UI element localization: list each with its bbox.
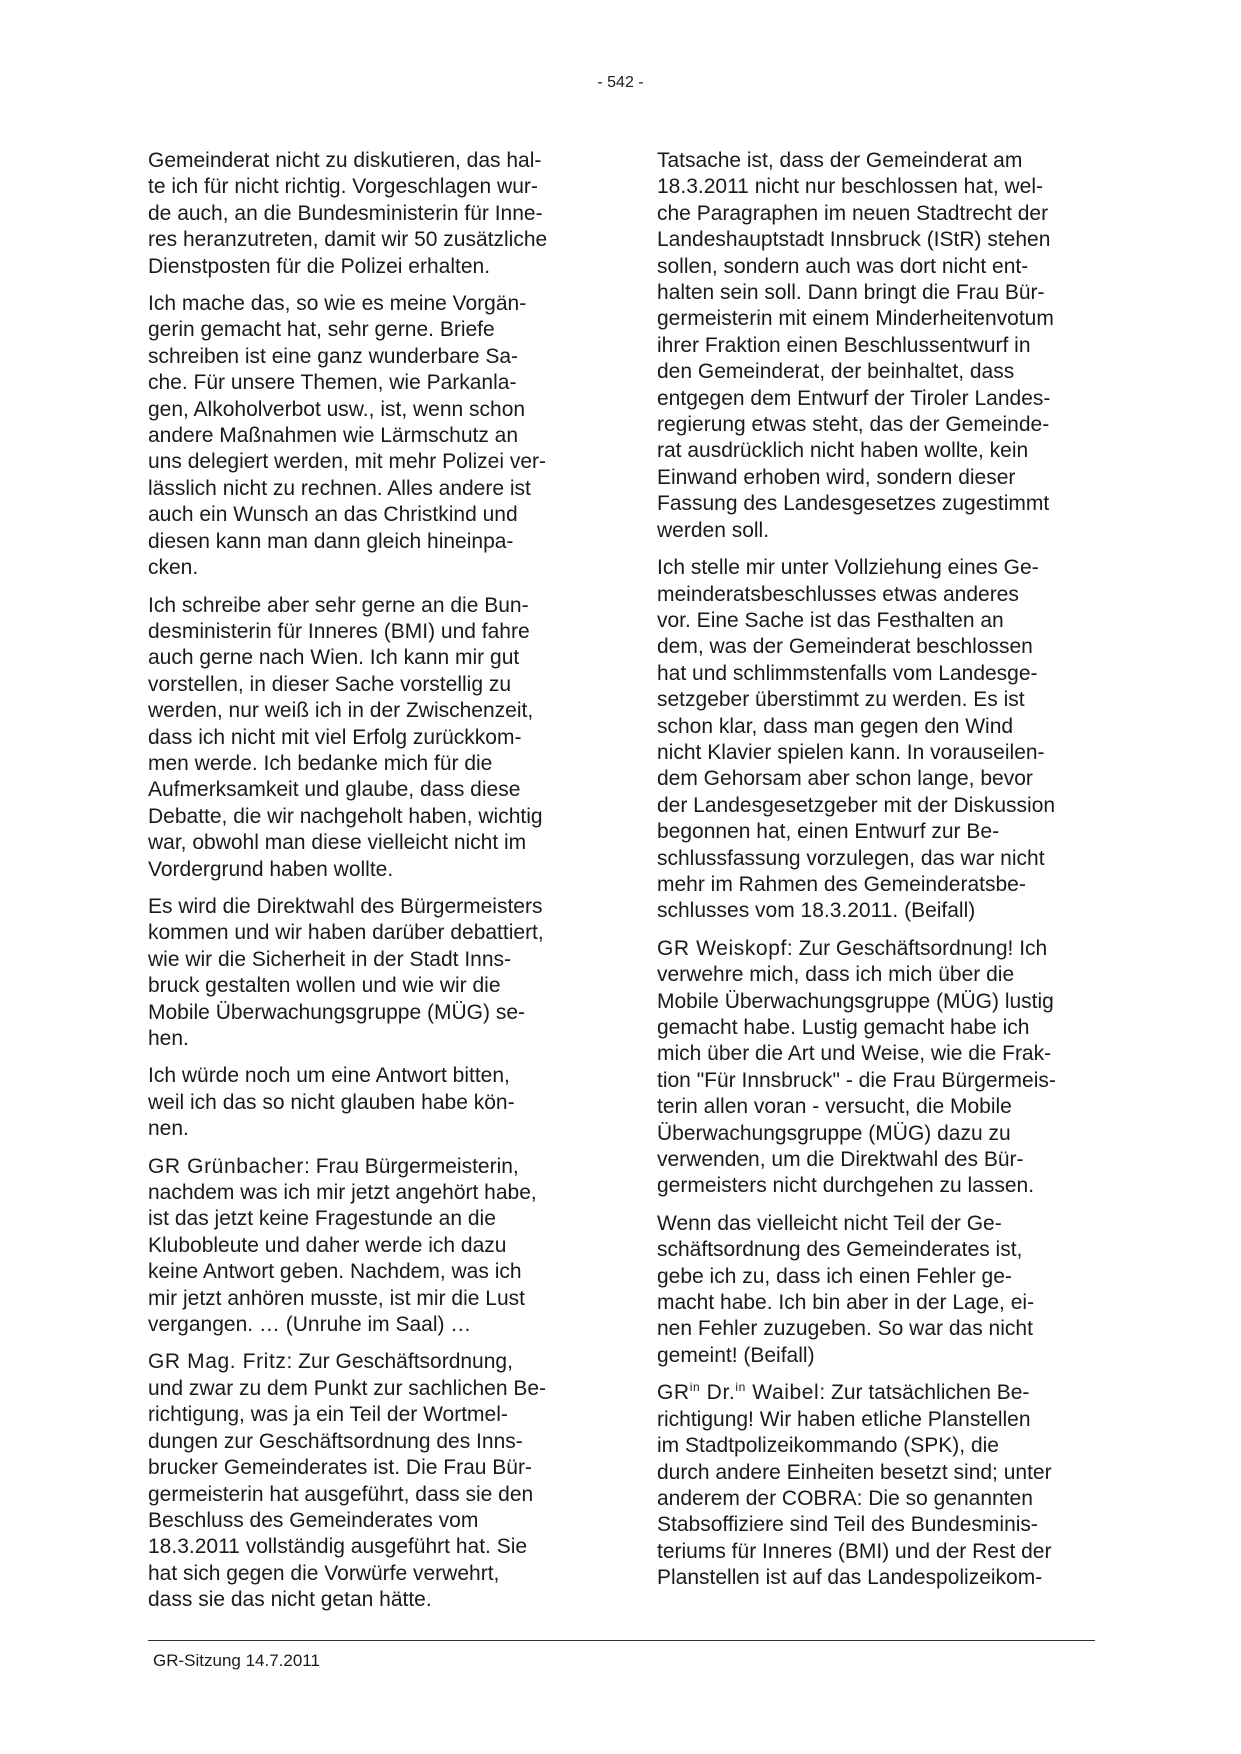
paragraph: Gemeinderat nicht zu diskutieren, das hal- te ich für nicht richtig. Vorgeschlagen wur- de auch, an die Bundesministerin für Inne- res heranzutreten, damit wir 50 zusätzliche Dienstposten für die Polizei erhalten. xyxy=(148,149,548,278)
speech-paragraph xyxy=(148,1349,593,1613)
speaker-degree: Dr. xyxy=(700,1381,736,1405)
speech-paragraph xyxy=(657,936,1102,1200)
footer-session-date: GR-Sitzung 14.7.2011 xyxy=(153,1651,320,1670)
speech-text: : Zur Geschäftsordnung! Ich verwehre mich, dass ich mich über die Mobile Überwachungsgruppe (MÜG) lustig gemacht habe. Lustig gemacht habe ich mich über die Art und Weise, wie die Frak- tion "Für Innsbruck" - die Frau Bürgermeis- terin allen voran - versucht, die Mobile Überwachungsgruppe (MÜG) dazu zu verwenden, um die Direktwahl des Bür- germeisters nicht durchgehen zu lassen. xyxy=(657,936,1056,1198)
right-column xyxy=(657,148,1102,1603)
speaker-name: GR Mag. Fritz xyxy=(148,1350,287,1374)
page-number: - 542 - xyxy=(597,74,644,91)
left-column xyxy=(148,148,593,1625)
paragraph: Tatsache ist, dass der Gemeinderat am 18.3.2011 nicht nur beschlossen hat, wel- che Paragraphen im neuen Stadtrecht der Landeshauptstadt Innsbruck (IStR) stehen sollen, sondern auch was dort nicht ent- halten sein soll. Dann bringt die Frau Bür- germeisterin mit einem Minderheitenvotum ihrer Fraktion einen Beschlussentwurf in den Gemeinderat, der beinhaltet, dass entgegen dem Entwurf der Tiroler Landes- regierung etwas steht, das der Gemeinde- rat ausdrücklich nicht haben wollte, kein Einwand erhoben wird, sondern dieser Fassung des Landesgesetzes zugestimmt werden soll. xyxy=(657,149,1054,542)
speech-paragraph xyxy=(657,1380,1102,1591)
paragraph: Ich stelle mir unter Vollziehung eines Ge- meinderatsbeschlusses etwas anderes vor. Eine Sache ist das Festhalten an dem, was der Gemeinderat beschlossen hat und schlimmstenfalls vom Landesge- setzgeber überstimmt zu werden. Es ist schon klar, dass man gegen den Wind nicht Klavier spielen kann. In vorauseilen- dem Gehorsam aber schon lange, bevor der Landesgesetzgeber mit der Diskussion begonnen hat, einen Entwurf zur Be- schlussfassung vorzulegen, das war nicht mehr im Rahmen des Gemeinderatsbe- schlusses vom 18.3.2011. (Beifall) xyxy=(657,556,1056,923)
paragraph: Wenn das vielleicht nicht Teil der Ge- schäftsordnung des Gemeinderates ist, gebe ich zu, dass ich einen Fehler ge- macht habe. Ich bin aber in der Lage, ei- nen Fehler zuzugeben. So war das nicht gemeint! (Beifall) xyxy=(657,1211,1035,1367)
speech-paragraph xyxy=(148,1154,593,1339)
speaker-title: GR xyxy=(657,1381,690,1405)
speech-text: : Zur Geschäftsordnung, und zwar zu dem Punkt zur sachlichen Be- richtigung, was ja ein Teil der Wortmel- dungen zur Geschäftsordnung des Inns- brucker Gemeinderates ist. Die Frau Bür- germeisterin hat ausgeführt, dass sie den Beschluss des Gemeinderates vom 18.3.2011 vollständig ausgeführt hat. Sie hat sich gegen die Vorwürfe verwehrt, dass sie das nicht getan hätte. xyxy=(148,1350,547,1612)
speaker-name: GR Weiskopf xyxy=(657,936,787,960)
paragraph: Ich würde noch um eine Antwort bitten, weil ich das so nicht glauben habe kön- nen. xyxy=(148,1064,515,1141)
speaker-surname: Waibel xyxy=(745,1381,820,1405)
speaker-name xyxy=(657,1381,819,1404)
paragraph: Es wird die Direktwahl des Bürgermeisters kommen und wir haben darüber debattiert, wie wir die Sicherheit in der Stadt Inns- bruck gestalten wollen und wie wir die Mobile Überwachungsgruppe (MÜG) se- hen. xyxy=(148,894,544,1050)
paragraph: Ich schreibe aber sehr gerne an die Bun- desministerin für Inneres (BMI) und fahre auch gerne nach Wien. Ich kann mir gut vorstellen, in dieser Sache vorstellig zu werden, nur weiß ich in der Zwischenzeit, dass ich nicht mit viel Erfolg zurückkom- men werde. Ich bedanke mich für die Aufmerksamkeit und glaube, dass diese Debatte, die wir nachgeholt haben, wichtig war, obwohl man diese vielleicht nicht im Vordergrund haben wollte. xyxy=(148,593,543,881)
paragraph: Ich mache das, so wie es meine Vorgän- gerin gemacht hat, sehr gerne. Briefe schreiben ist eine ganz wunderbare Sa- che. Für unsere Themen, wie Parkanla- gen, Alkoholverbot usw., ist, wenn schon andere Maßnahmen wie Lärmschutz an uns delegiert werden, mit mehr Polizei ver- lässlich nicht zu rechnen. Alles andere ist auch ein Wunsch an das Christkind und diesen kann man dann gleich hineinpa- cken. xyxy=(148,292,546,580)
speaker-name: GR Grünbacher xyxy=(148,1154,305,1178)
speech-text: : Frau Bürgermeisterin, nachdem was ich mir jetzt angehört habe, ist das jetzt keine Fragestunde an die Klubobleute und daher werde ich dazu keine Antwort geben. Nachdem, was ich mir jetzt anhören musste, ist mir die Lust vergangen. … (Unruhe im Saal) … xyxy=(148,1154,537,1337)
speech-text: : Zur tatsächlichen Be- richtigung! Wir haben etliche Planstellen im Stadtpolizeikommando (SPK), die durch andere Einheiten besetzt sind; unter anderem der COBRA: Die so genannten Stabsoffiziere sind Teil des Bundesminis- teriums für Inneres (BMI) und der Rest der Planstellen ist auf das Landespolizeikom- xyxy=(657,1381,1052,1590)
speaker-title-suffix: in xyxy=(689,1380,701,1395)
footer-divider xyxy=(148,1640,1095,1641)
speaker-degree-suffix: in xyxy=(735,1380,746,1395)
